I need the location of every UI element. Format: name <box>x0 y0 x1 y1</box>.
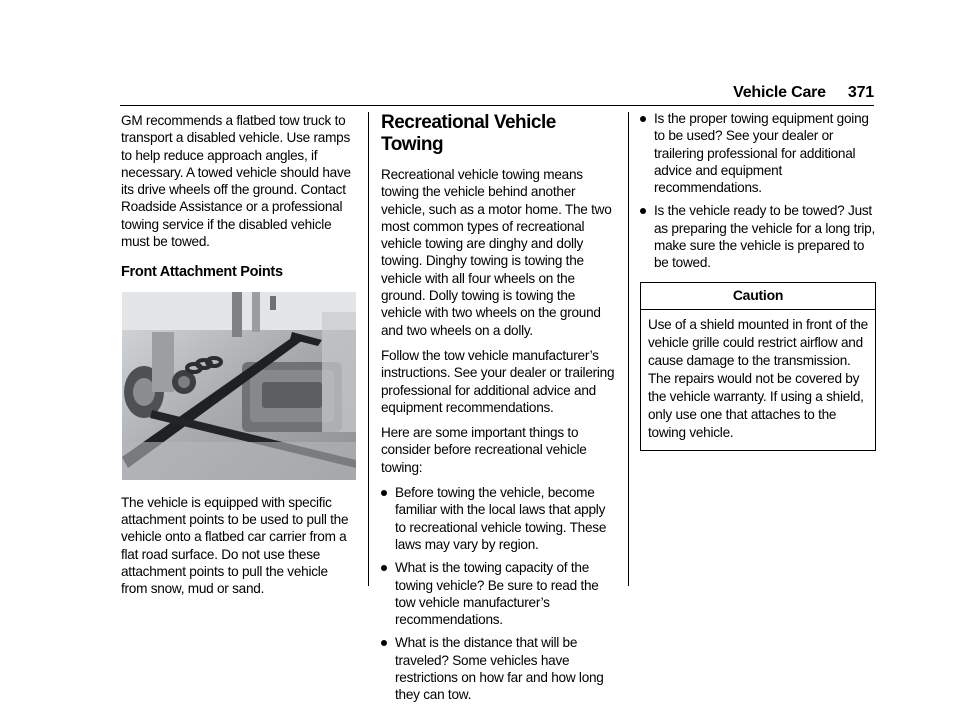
list-item <box>640 202 876 271</box>
rv-bullet-list-continued <box>640 110 876 272</box>
column-right <box>640 110 876 451</box>
list-item <box>381 484 617 553</box>
caution-text: Use of a shield mounted in front of the vehicle grille could restrict airflow and cause damage to the transmission. The repairs would not be covered by the vehicle warranty. If using a shield, only use one that attaches to the towing vehicle. <box>648 316 868 440</box>
rv-paragraph-1: Recreational vehicle towing means towing the vehicle behind another vehicle, such as a motor home. The two most common types of recreational vehicle towing are dinghy and dolly towing. Dinghy towing is towing the vehicle with all four wheels on the ground. Dolly towing is towing the vehicle with two wheels on the ground and two wheels on a dolly. <box>381 167 612 338</box>
front-attachment-heading: Front Attachment Points <box>121 264 283 281</box>
list-item <box>640 110 876 196</box>
intro-paragraph: GM recommends a flatbed tow truck to transport a disabled vehicle. Use ramps to help reduce approach angles, if necessary. A towed vehicle should have its drive wheels off the ground. Contact Roadside Assistance or a professional towing service if the disabled vehicle must be towed. <box>121 113 351 250</box>
bullet-text: Is the proper towing equipment going to be used? See your dealer or trailering professional for additional advice and equipment recommendations. <box>654 111 869 196</box>
rv-paragraph-2: Follow the tow vehicle manufacturer’s instructions. See your dealer or trailering professional for additional advice and equipment recommendations. <box>381 347 615 415</box>
bullet-icon <box>381 640 387 646</box>
list-item <box>381 634 617 703</box>
bullet-text: What is the towing capacity of the towing vehicle? Be sure to read the tow vehicle manufacturer’s recommendations. <box>395 560 599 628</box>
list-item <box>381 559 617 628</box>
rv-bullet-list <box>381 484 617 704</box>
header-divider <box>120 105 874 106</box>
column-divider <box>368 112 369 586</box>
bullet-icon <box>640 208 646 214</box>
column-divider <box>628 112 629 586</box>
bullet-text: Before towing the vehicle, become familiar with the local laws that apply to recreational vehicle towing. These laws may vary by region. <box>395 485 607 552</box>
attachment-paragraph: The vehicle is equipped with specific attachment points to be used to pull the vehicle onto a flatbed car carrier from a flat road surface. Do not use these attachment points to pull the vehicle from snow, mud or sand. <box>121 494 349 597</box>
tow-strap-photo <box>122 292 356 480</box>
section-title: Vehicle Care <box>733 84 826 101</box>
bullet-text: What is the distance that will be traveled? Some vehicles have restrictions on how far and how long they can tow. <box>395 635 604 703</box>
page-header <box>733 84 874 102</box>
bullet-icon <box>381 565 387 571</box>
page-number: 371 <box>847 84 874 101</box>
bullet-icon <box>640 116 646 122</box>
bullet-icon <box>381 490 387 496</box>
caution-heading: Caution <box>641 283 875 310</box>
rv-towing-title: Recreational Vehicle Towing <box>381 112 556 155</box>
bullet-text: Is the vehicle ready to be towed? Just as preparing the vehicle for a long trip, make sure the vehicle is prepared to be towed. <box>654 203 875 271</box>
column-left <box>121 112 357 605</box>
caution-box <box>640 282 876 451</box>
column-middle <box>381 112 617 712</box>
rv-paragraph-3: Here are some important things to consider before recreational vehicle towing: <box>381 425 587 475</box>
